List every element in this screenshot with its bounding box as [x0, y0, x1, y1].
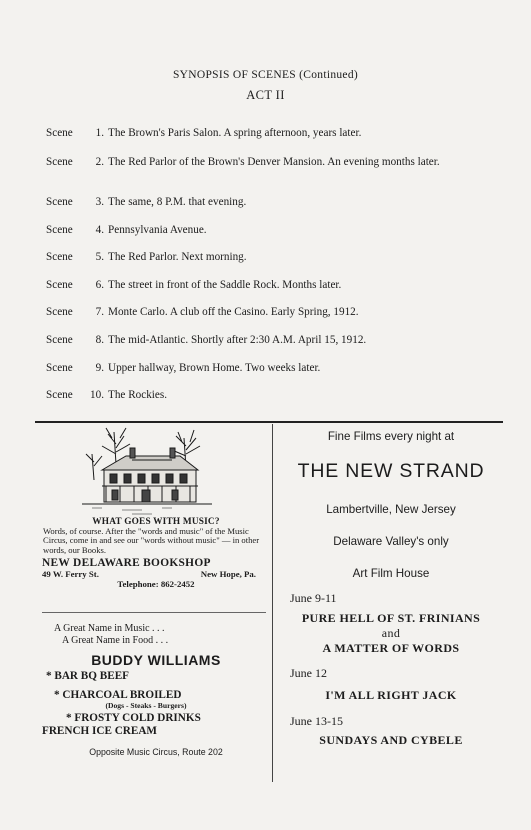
scene-number: 10. — [90, 389, 104, 401]
bookshop-body: Words, of course. After the "words and music" of the Music Circus, come in and see our "words without music" — in other words, our Books. — [43, 526, 260, 555]
scene-number: 7. — [95, 306, 104, 318]
scene-number: 8. — [95, 334, 104, 346]
restaurant-name: BUDDY WILLIAMS — [91, 652, 221, 668]
scene-label: Scene — [46, 156, 73, 168]
scene-description: Monte Carlo. A club off the Casino. Early Spring, 1912. — [108, 306, 359, 318]
scene-number: 1. — [95, 127, 104, 139]
scene-description: The Brown's Paris Salon. A spring afternoon, years later. — [108, 127, 362, 139]
booking-dates: June 12 — [290, 666, 327, 680]
scene-description: The Rockies. — [108, 389, 168, 401]
scene-label: Scene — [46, 251, 73, 263]
bookshop-town: New Hope, Pa. — [200, 568, 256, 579]
theater-tagline: Art Film House — [352, 567, 430, 580]
scene-label: Scene — [46, 362, 73, 374]
film-title: I'M ALL RIGHT JACK — [325, 688, 457, 702]
theater-tagline: Delaware Valley's only — [333, 535, 449, 548]
scene-label: Scene — [46, 389, 73, 401]
scene-label: Scene — [46, 224, 73, 236]
scene-label: Scene — [46, 279, 73, 291]
bookshop-name: NEW DELAWARE BOOKSHOP — [42, 556, 211, 569]
menu-item: * CHARCOAL BROILED — [54, 689, 182, 701]
scene-description: The Red Parlor. Next morning. — [108, 251, 247, 263]
film-title: A MATTER OF WORDS — [322, 641, 460, 655]
scene-number: 4. — [95, 224, 104, 236]
film-title-connector: and — [381, 626, 401, 640]
scene-description: Pennsylvania Avenue. — [108, 224, 207, 236]
scene-number: 5. — [95, 251, 104, 263]
restaurant-location: Opposite Music Circus, Route 202 — [89, 747, 223, 757]
scene-number: 2. — [95, 156, 104, 168]
column-divider — [272, 424, 273, 782]
bookshop-street: 49 W. Ferry St. — [42, 568, 99, 579]
booking-dates: June 13-15 — [290, 714, 343, 728]
films-intro: Fine Films every night at — [327, 430, 455, 443]
bookshop-house-illustration — [72, 424, 222, 516]
bookshop-headline: WHAT GOES WITH MUSIC? — [92, 517, 220, 527]
film-title: PURE HELL OF ST. FRINIANS — [301, 611, 481, 625]
menu-item: * BAR BQ BEEF — [46, 670, 129, 682]
scene-description: Upper hallway, Brown Home. Two weeks later. — [108, 362, 321, 374]
scene-number: 3. — [95, 196, 104, 208]
theater-city: Lambertville, New Jersey — [326, 503, 456, 516]
bookshop-ad — [40, 517, 272, 589]
scene-label: Scene — [46, 127, 73, 139]
page-title: SYNOPSIS OF SCENES (Continued) — [172, 69, 359, 81]
bookshop-address-line — [40, 569, 272, 579]
ad-tagline: A Great Name in Food . . . — [62, 635, 169, 646]
scene-label: Scene — [46, 306, 73, 318]
act-heading: ACT II — [246, 88, 285, 102]
film-title: SUNDAYS AND CYBELE — [319, 733, 463, 747]
new-strand-ad — [276, 430, 506, 748]
scene-description: The same, 8 P.M. that evening. — [108, 196, 247, 208]
section-divider — [35, 421, 503, 423]
buddy-williams-ad — [40, 623, 272, 757]
bookshop-telephone: Telephone: 862-2452 — [117, 578, 195, 589]
theater-name: THE NEW STRAND — [297, 460, 485, 482]
scene-number: 6. — [95, 279, 104, 291]
booking-dates: June 9-11 — [290, 591, 337, 605]
ad-tagline: A Great Name in Music . . . — [54, 623, 165, 634]
menu-item-detail: (Dogs - Steaks - Burgers) — [105, 701, 187, 710]
scene-label: Scene — [46, 196, 73, 208]
scene-description: The street in front of the Saddle Rock. Months later. — [108, 279, 342, 291]
scene-description: The Red Parlor of the Brown's Denver Mansion. An evening months later. — [108, 156, 440, 168]
ad-divider — [42, 612, 266, 613]
scene-number: 9. — [95, 362, 104, 374]
scene-label: Scene — [46, 334, 73, 346]
menu-item: * FROSTY COLD DRINKS — [66, 712, 201, 724]
scene-description: The mid-Atlantic. Shortly after 2:30 A.M. April 15, 1912. — [108, 334, 367, 346]
menu-item: FRENCH ICE CREAM — [42, 725, 157, 737]
